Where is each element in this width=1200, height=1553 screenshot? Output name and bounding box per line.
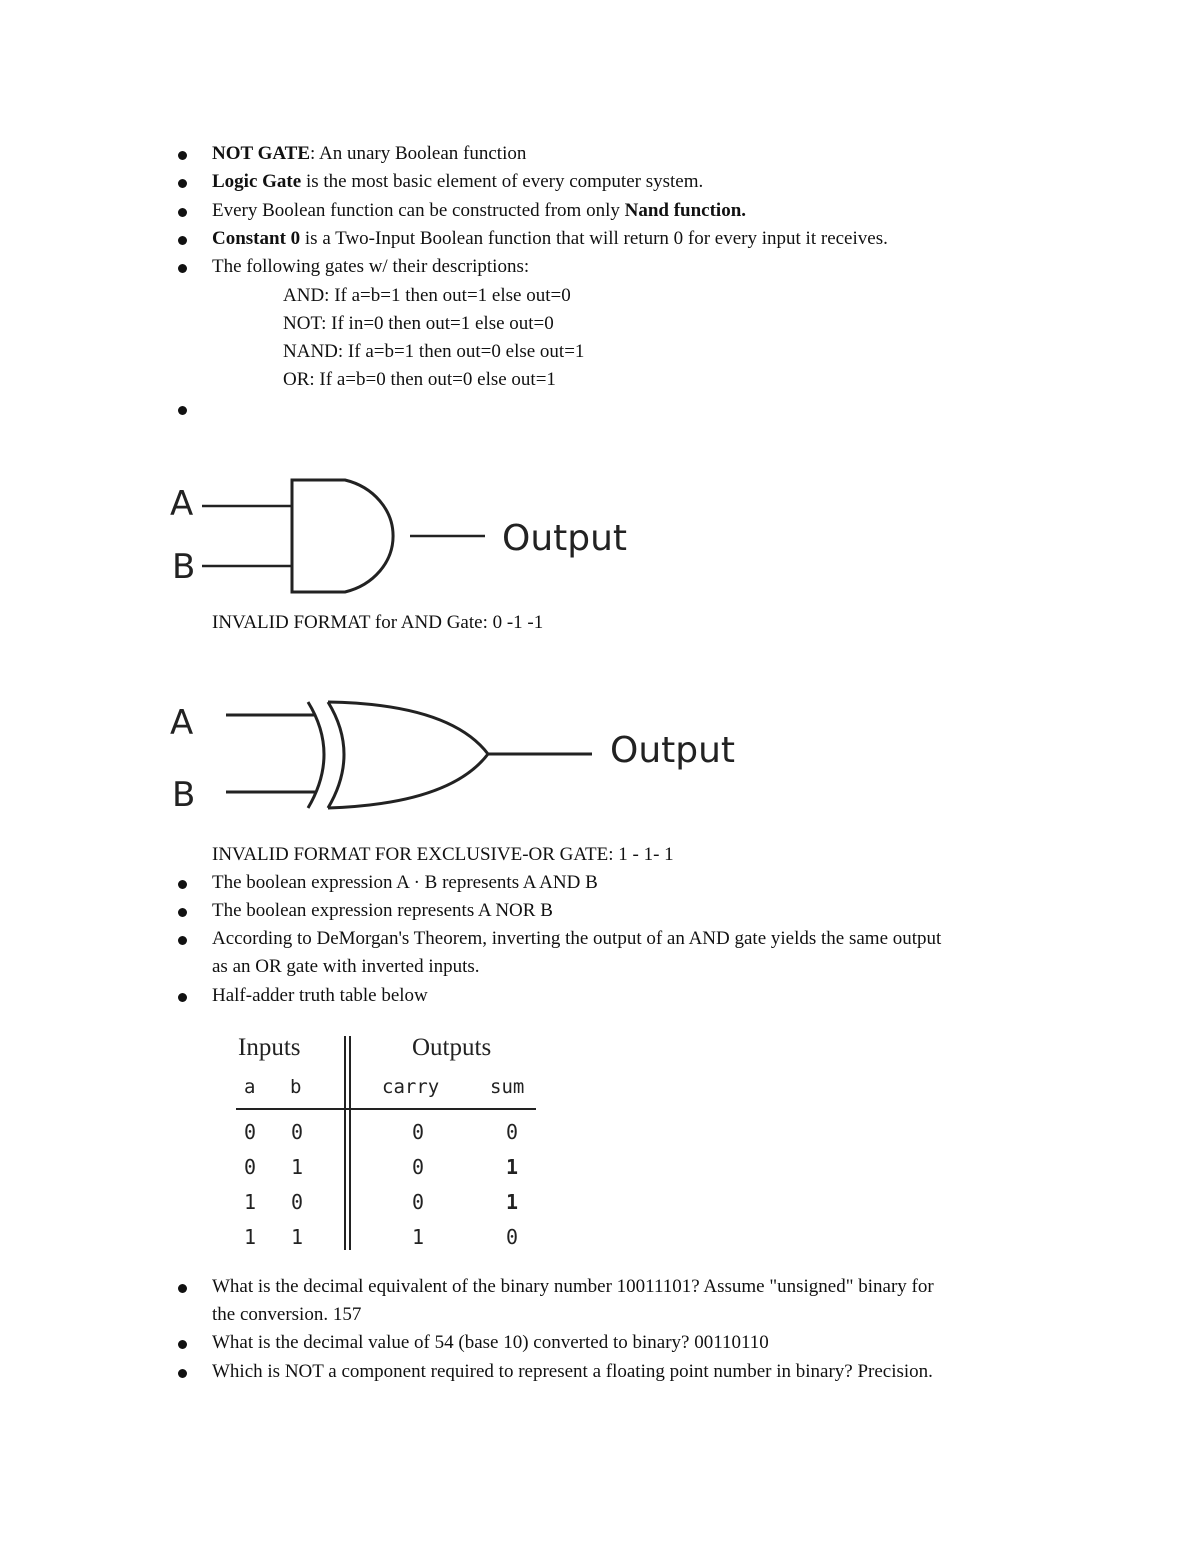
cell-b: 0 bbox=[290, 1190, 304, 1214]
bullet-nor-expression: The boolean expression represents A NOR B bbox=[212, 900, 553, 921]
header-outputs: Outputs bbox=[412, 1034, 492, 1061]
and-label-output: Output bbox=[502, 518, 628, 559]
desc-and: AND: If a=b=1 then out=1 else out=0 bbox=[283, 285, 571, 306]
cell-a: 1 bbox=[243, 1225, 257, 1249]
cell-carry: 1 bbox=[411, 1225, 425, 1249]
table-header-rule bbox=[236, 1108, 536, 1110]
bullet-nand bbox=[212, 197, 746, 225]
cell-b: 1 bbox=[290, 1155, 304, 1179]
bullet-dot-empty bbox=[178, 406, 187, 415]
xor-body bbox=[328, 702, 488, 808]
and-label-b: B bbox=[172, 547, 196, 587]
header-inputs: Inputs bbox=[238, 1034, 301, 1061]
term-bold: Nand function. bbox=[624, 200, 747, 221]
desc-nand: NAND: If a=b=1 then out=0 else out=1 bbox=[283, 341, 585, 362]
desc-or: OR: If a=b=0 then out=0 else out=1 bbox=[283, 369, 556, 390]
and-gate-diagram bbox=[160, 470, 660, 610]
bullet-dot bbox=[178, 1369, 187, 1378]
bullet-decimal-to-binary: What is the decimal value of 54 (base 10) converted to binary? 00110110 bbox=[212, 1332, 769, 1353]
xor-label-a: A bbox=[170, 703, 194, 743]
cell-carry: 0 bbox=[411, 1190, 425, 1214]
bullet-dot bbox=[178, 908, 187, 917]
term-bold: Logic Gate bbox=[212, 171, 302, 192]
xor-caption: INVALID FORMAT FOR EXCLUSIVE-OR GATE: 1 - 1- 1 bbox=[212, 844, 674, 865]
cell-carry: 0 bbox=[411, 1155, 425, 1179]
bullet-gate-descriptions: The following gates w/ their descriptions: bbox=[212, 256, 530, 277]
bullet-text: Every Boolean function can be constructed from only bbox=[212, 200, 625, 221]
table-divider bbox=[349, 1036, 351, 1250]
bullet-dot bbox=[178, 236, 187, 245]
cell-b: 1 bbox=[290, 1225, 304, 1249]
bullet-dot bbox=[178, 151, 187, 160]
bullet-dot bbox=[178, 880, 187, 889]
bullet-dot bbox=[178, 936, 187, 945]
bullet-logic-gate bbox=[212, 168, 703, 196]
term-bold: NOT GATE bbox=[212, 143, 311, 164]
xor-gate-diagram bbox=[160, 690, 760, 820]
bullet-demorgan: According to DeMorgan's Theorem, inverting the output of an AND gate yields the same output bbox=[212, 928, 942, 949]
bullet-constant-0 bbox=[212, 225, 888, 253]
col-a: a bbox=[244, 1076, 256, 1098]
xor-label-output: Output bbox=[610, 730, 736, 771]
xor-back-curve bbox=[328, 702, 344, 808]
cell-carry: 0 bbox=[411, 1120, 425, 1144]
cell-sum: 0 bbox=[505, 1225, 519, 1249]
bullet-dot bbox=[178, 264, 187, 273]
bullet-dot bbox=[178, 1284, 187, 1293]
desc-not: NOT: If in=0 then out=1 else out=0 bbox=[283, 313, 554, 334]
and-caption: INVALID FORMAT for AND Gate: 0 -1 -1 bbox=[212, 612, 544, 633]
bullet-half-adder: Half-adder truth table below bbox=[212, 985, 428, 1006]
col-sum: sum bbox=[490, 1076, 525, 1098]
col-b: b bbox=[290, 1076, 302, 1098]
bullet-demorgan-cont: as an OR gate with inverted inputs. bbox=[212, 956, 480, 977]
cell-a: 1 bbox=[243, 1190, 257, 1214]
table-divider bbox=[344, 1036, 346, 1250]
cell-sum: 0 bbox=[505, 1120, 519, 1144]
bullet-binary-to-decimal: What is the decimal equivalent of the binary number 10011101? Assume "unsigned" binary for bbox=[212, 1276, 934, 1297]
bullet-text: is a Two-Input Boolean function that will return 0 for every input it receives. bbox=[300, 228, 888, 249]
cell-b: 0 bbox=[290, 1120, 304, 1144]
cell-a: 0 bbox=[243, 1155, 257, 1179]
bullet-not-gate bbox=[212, 140, 526, 168]
half-adder-truth-table bbox=[232, 1028, 542, 1258]
and-gate-symbol bbox=[292, 480, 393, 592]
and-label-a: A bbox=[170, 484, 194, 524]
cell-sum: 1 bbox=[505, 1190, 519, 1214]
xor-label-b: B bbox=[172, 775, 196, 815]
cell-a: 0 bbox=[243, 1120, 257, 1144]
bullet-text: : An unary Boolean function bbox=[310, 143, 527, 164]
bullet-binary-to-decimal-cont: the conversion. 157 bbox=[212, 1304, 362, 1325]
term-bold: Constant 0 bbox=[212, 228, 301, 249]
cell-sum: 1 bbox=[505, 1155, 519, 1179]
col-carry: carry bbox=[382, 1076, 440, 1098]
bullet-and-expression: The boolean expression A · B represents A AND B bbox=[212, 872, 598, 893]
bullet-text: is the most basic element of every computer system. bbox=[301, 171, 704, 192]
bullet-dot bbox=[178, 993, 187, 1002]
bullet-dot bbox=[178, 1340, 187, 1349]
bullet-floating-point: Which is NOT a component required to represent a floating point number in binary? Precision. bbox=[212, 1361, 933, 1382]
bullet-dot bbox=[178, 208, 187, 217]
bullet-dot bbox=[178, 179, 187, 188]
